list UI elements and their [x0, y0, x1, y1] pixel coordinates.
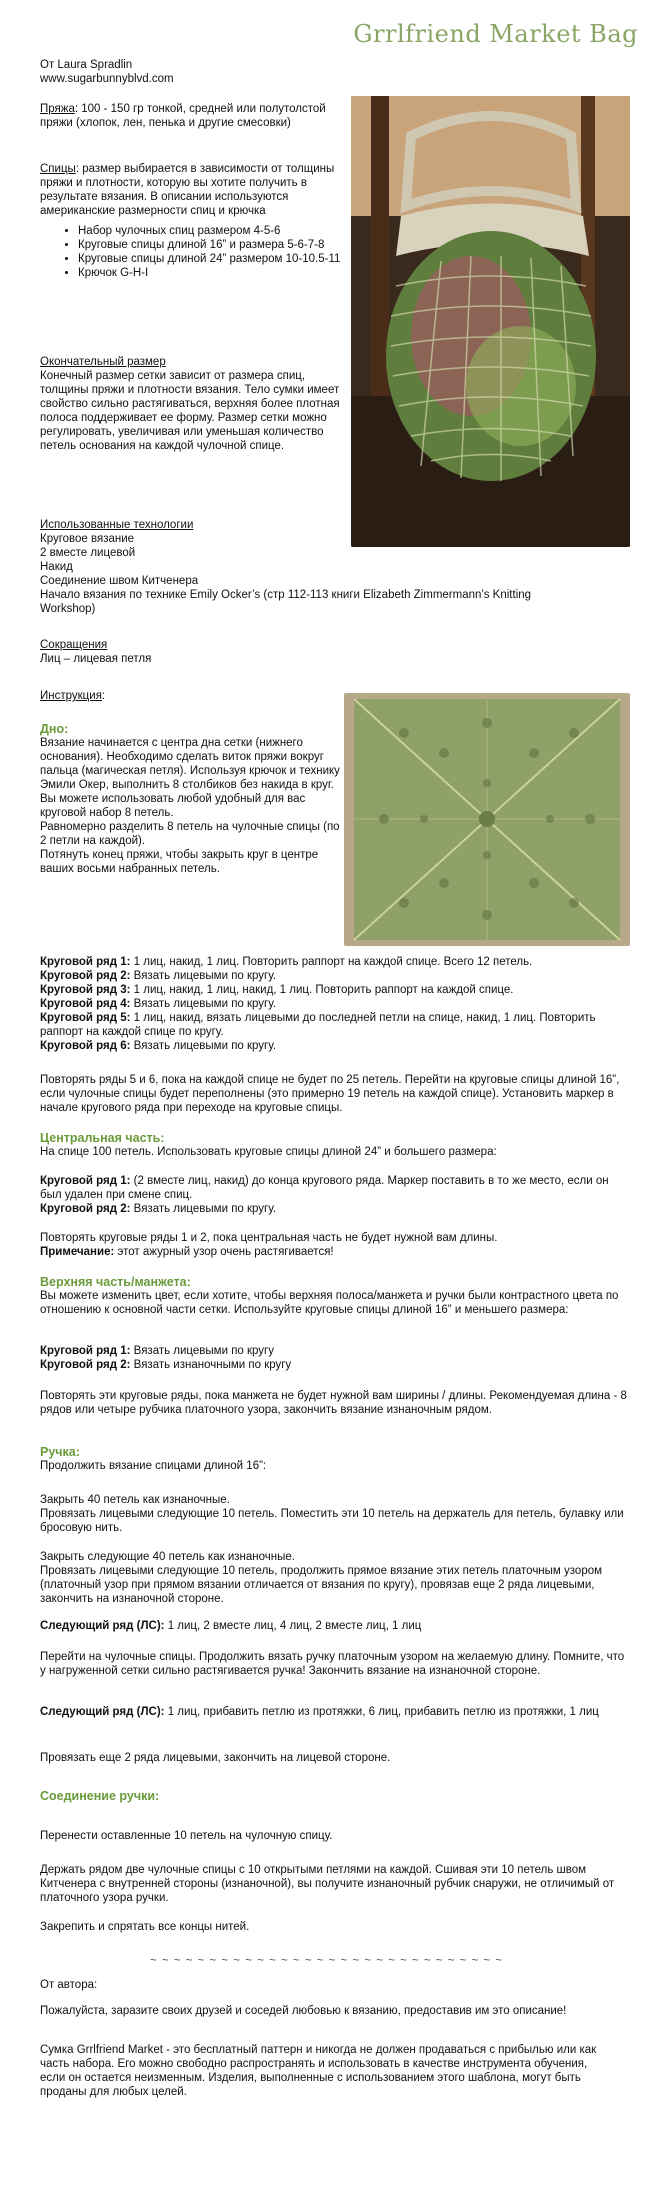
list-item: • Круговые спицы длиной 16” и размера 5-6-7-8 — [78, 238, 345, 252]
bottom-repeat: Повторять ряды 5 и 6, пока на каждой спице не будет по 25 петель. Перейти на круговые спицы длиной 16”, если чулочные спицы будет переполнены (это примерно 19 петель на каждой спице). Установить маркер в начале кругового ряда при переходе на круговые спицы. — [40, 1074, 620, 1114]
note-label: Примечание: — [40, 1246, 115, 1258]
abbreviations-label: Сокращения — [40, 639, 108, 651]
lace-square-photo — [344, 693, 630, 946]
round-label: Круговой ряд 2: — [40, 1359, 131, 1371]
round-row — [40, 955, 630, 969]
handle-paragraph: Закрыть 40 петель как изнаночные. — [40, 1494, 230, 1506]
round-text: Вязать лицевыми по кругу. — [130, 1040, 277, 1052]
cuff-repeat: Повторять эти круговые ряды, пока манжета не будет нужной вам ширины / длины. Рекомендуемая длина - 8 рядов или четыре рубчика платочного узора, закончить вязание изнаночным рядом. — [40, 1390, 627, 1416]
round-label: Круговой ряд 1: — [40, 1175, 131, 1187]
note-text: этот ажурный узор очень растягивается! — [114, 1246, 334, 1258]
round-row — [40, 1011, 630, 1039]
join-paragraph: Закрепить и спрятать все концы нитей. — [40, 1921, 250, 1933]
bottom-paragraph: Вязание начинается с центра дна сетки (нижнего основания). Необходимо сделать виток пряжи вокруг пальца (магическая петля). Используя крючок и технику Эмили Окер, выполнить 8 столбиков без накида в круг. — [40, 737, 340, 791]
website-link[interactable]: www.sugarbunnyblvd.com — [40, 73, 174, 85]
list-item: • Набор чулочных спиц размером 4-5-6 — [78, 224, 345, 238]
technique-item: Начало вязания по технике Emily Ocker’s (стр 112-113 книги Elizabeth Zimmermann’s Knitting Workshop) — [40, 589, 532, 615]
techniques-label: Использованные технологии — [40, 519, 194, 531]
author-line: От Laura Spradlin — [40, 59, 133, 71]
yarn-label: Пряжа — [40, 103, 75, 115]
join-heading: Соединение ручки: — [40, 1789, 160, 1803]
author-note-paragraph: Пожалуйста, заразите своих друзей и соседей любовью к вязанию, предоставив им это описание! — [40, 2005, 567, 2017]
bottom-paragraph: Равномерно разделить 8 петель на чулочные спицы (по 2 петли на каждой). — [40, 821, 340, 847]
round-label: Круговой ряд 3: — [40, 984, 131, 996]
round-row — [40, 1344, 630, 1358]
round-text: 1 лиц, накид, 1 лиц. Повторить раппорт на каждой спице. Всего 12 петель. — [130, 956, 533, 968]
instructions-label: Инструкция — [40, 690, 102, 702]
join-paragraph: Перенести оставленные 10 петель на чулочную спицу. — [40, 1830, 333, 1842]
round-label: Круговой ряд 1: — [40, 956, 131, 968]
author-note-label: От автора: — [40, 1979, 98, 1991]
round-label: Круговой ряд 4: — [40, 998, 131, 1010]
central-heading: Центральная часть: — [40, 1131, 165, 1145]
round-label: Круговой ряд 2: — [40, 970, 131, 982]
bag-photo-illustration — [351, 96, 630, 547]
cuff-intro: Вы можете изменить цвет, если хотите, чтобы верхняя полоса/манжета и ручки были контрастного цвета по отношению к основной части сетки. Используйте круговые спицы длиной 16” и меньшего размера: — [40, 1290, 619, 1316]
handle-heading: Ручка: — [40, 1445, 80, 1459]
needles-label: Спицы — [40, 163, 76, 175]
handle-paragraph: Закрыть следующие 40 петель как изнаночные. — [40, 1551, 295, 1563]
wavy-divider: ~ ~ ~ ~ ~ ~ ~ ~ ~ ~ ~ ~ ~ ~ ~ ~ ~ ~ ~ ~ ~ ~ ~ ~ ~ ~ ~ ~ ~ ~ — [150, 1955, 504, 1967]
needles-list — [40, 224, 345, 280]
round-label: Круговой ряд 1: — [40, 1345, 131, 1357]
handle-paragraph: Провязать еще 2 ряда лицевыми, закончить на лицевой стороне. — [40, 1752, 391, 1764]
row-label: Следующий ряд (ЛС): — [40, 1620, 165, 1632]
round-row — [40, 969, 630, 983]
bottom-heading: Дно: — [40, 722, 69, 736]
handle-paragraph: Провязать лицевыми следующие 10 петель, продолжить прямое вязание этих петель платочным узором (платочный узор при прямом вязании отличается от вязания по кругу), провязав еще 2 ряда лицевыми, закончить на изнаночной стороне. — [40, 1565, 603, 1605]
needles-text: : размер выбирается в зависимости от толщины пряжи и плотности, которую вы хотите получить в результате вязания. В описании используются американские размерности спиц и крючка — [40, 163, 335, 217]
round-text: Вязать лицевыми по кругу — [130, 1345, 274, 1357]
author-note-paragraph: Сумка Grrlfriend Market - это бесплатный паттерн и никогда не должен продаваться с прибылью или как часть набора. Его можно свободно распространять и использовать в качестве инструмента обучения, если он остается неизменным. Изделия, выполненные с использованием этого шаблона, могут быть проданы для любых целей. — [40, 2044, 597, 2098]
bottom-paragraph: Потянуть конец пряжи, чтобы закрыть круг в центре ваших восьми набранных петель. — [40, 849, 319, 875]
yarn-paragraph — [40, 102, 345, 130]
round-text: Вязать лицевыми по кругу. — [130, 998, 277, 1010]
handle-paragraph: Перейти на чулочные спицы. Продолжить вязать ручку платочным узором на желаемую длину. Помните, что у нагруженной сетки сильно растягивается ручка! Закончить вязание на изнаночной стороне. — [40, 1651, 625, 1677]
final-size-text: Конечный размер сетки зависит от размера спиц, толщины пряжи и плотности вязания. Тело сумки имеет свойство сильно растягиваться, верхняя более плотная полоса поддерживает ее форму. Размер сетки можно регулировать, увеличивая или уменьшая количество петель основания на каждой чулочной спице. — [40, 370, 340, 452]
lace-square-illustration — [344, 693, 630, 946]
central-note — [40, 1245, 630, 1259]
technique-item: Соединение швом Китченера — [40, 575, 199, 587]
abbreviations-text: Лиц – лицевая петля — [40, 653, 152, 665]
central-intro: На спице 100 петель. Использовать круговые спицы длиной 24” и большего размера: — [40, 1146, 497, 1158]
list-item: • Крючок G-H-I — [78, 266, 345, 280]
handle-row — [40, 1619, 630, 1633]
page-title: Grrlfriend Market Bag — [353, 20, 638, 48]
round-row — [40, 1202, 630, 1216]
row-text: 1 лиц, 2 вместе лиц, 4 лиц, 2 вместе лиц, 1 лиц — [164, 1620, 422, 1632]
round-text: (2 вместе лиц, накид) до конца кругового ряда. Маркер поставить в то же место, если он был удален при смене спиц. — [40, 1175, 609, 1201]
row-label: Следующий ряд (ЛС): — [40, 1706, 165, 1718]
round-label: Круговой ряд 2: — [40, 1203, 131, 1215]
round-text: Вязать лицевыми по кругу. — [130, 1203, 277, 1215]
cuff-heading: Верхняя часть/манжета: — [40, 1275, 191, 1289]
round-row — [40, 1358, 630, 1372]
bottom-paragraph: Вы можете использовать любой удобный для вас круговой набор 8 петель. — [40, 793, 306, 819]
round-label: Круговой ряд 5: — [40, 1012, 131, 1024]
round-row — [40, 1174, 630, 1202]
technique-item: 2 вместе лицевой — [40, 547, 136, 559]
handle-row — [40, 1705, 630, 1719]
technique-item: Накид — [40, 561, 73, 573]
round-text: Вязать лицевыми по кругу. — [130, 970, 277, 982]
yarn-text: : 100 - 150 гр тонкой, средней или полутолстой пряжи (хлопок, лен, пенька и другие смесовки) — [40, 103, 326, 129]
technique-item: Круговое вязание — [40, 533, 135, 545]
round-text: Вязать изнаночными по кругу — [130, 1359, 292, 1371]
round-row — [40, 1039, 630, 1053]
list-item: • Круговые спицы длиной 24” размером 10-10.5-11 — [78, 252, 345, 266]
needles-paragraph — [40, 162, 345, 218]
join-paragraph: Держать рядом две чулочные спицы с 10 открытыми петлями на каждой. Сшивая эти 10 петель швом Китченера с внутренней стороны (изнаночной), вы получите изнаночный рубчик снаружи, не отличимый от платочного узора ручки. — [40, 1864, 615, 1904]
round-row — [40, 983, 630, 997]
row-text: 1 лиц, прибавить петлю из протяжки, 6 лиц, прибавить петлю из протяжки, 1 лиц — [164, 1706, 599, 1718]
handle-intro: Продолжить вязание спицами длиной 16”: — [40, 1460, 267, 1472]
final-size-label: Окончательный размер — [40, 356, 166, 368]
round-row — [40, 997, 630, 1011]
central-repeat: Повторять круговые ряды 1 и 2, пока центральная часть не будет нужной вам длины. — [40, 1232, 498, 1244]
round-label: Круговой ряд 6: — [40, 1040, 131, 1052]
bag-photo — [351, 96, 630, 547]
handle-paragraph: Провязать лицевыми следующие 10 петель. Поместить эти 10 петель на держатель для петель, булавку или бросовую нить. — [40, 1508, 624, 1534]
round-text: 1 лиц, накид, 1 лиц, накид, 1 лиц. Повторить раппорт на каждой спице. — [130, 984, 514, 996]
round-text: 1 лиц, накид, вязать лицевыми до последней петли на спице, накид, 1 лиц. Повторить раппорт на каждой спице по кругу. — [40, 1012, 596, 1038]
